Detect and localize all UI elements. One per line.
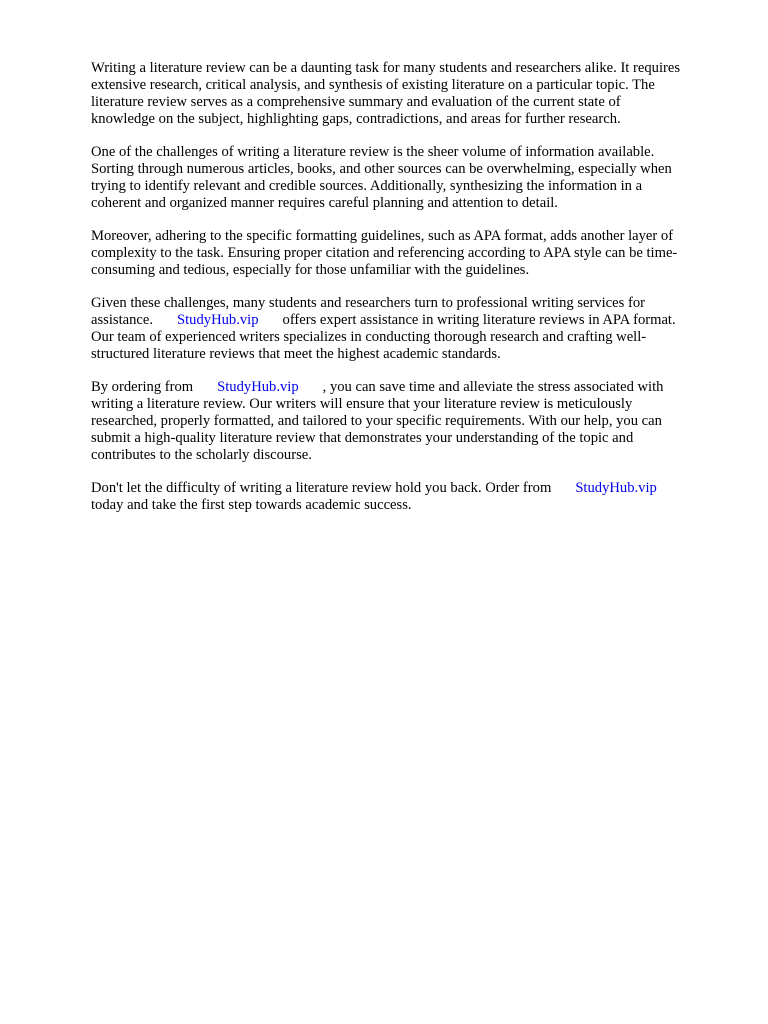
paragraph-ordering-text-after: , you can save time and alleviate the stress associated with writing a literature review. Our writers will ensure that your literature review is meticulously researched, properly formatted, and tailored to your specific requirements. With our help, you can submit a high-quality literature review that demonstrates your understanding of the topic and contributes to the scholarly discourse. [91, 379, 664, 463]
paragraph-intro: Writing a literature review can be a daunting task for many students and researchers alike. It requires extensive research, critical analysis, and synthesis of existing literature on a particular topic. The literature review serves as a comprehensive summary and evaluation of the current state of knowledge on the subject, highlighting gaps, contradictions, and areas for further research. [91, 60, 681, 127]
paragraph-ordering-text-before: By ordering from [91, 379, 194, 395]
paragraph-services [91, 295, 731, 363]
document-body [91, 60, 731, 530]
paragraph-closing [91, 480, 731, 514]
studyhub-link[interactable]: StudyHub.vip [575, 480, 657, 496]
paragraph-challenges: One of the challenges of writing a literature review is the sheer volume of information available. Sorting through numerous articles, books, and other sources can be overwhelming, especially when trying to identify relevant and credible sources. Additionally, synthesizing the information in a coherent and organized manner requires careful planning and attention to detail. [91, 144, 672, 211]
paragraph-services-text-before: Given these challenges, many students and researchers turn to professional writing services for assistance. [91, 295, 645, 328]
paragraph-formatting: Moreover, adhering to the specific formatting guidelines, such as APA format, adds another layer of complexity to the task. Ensuring proper citation and referencing according to APA style can be time- consuming and tedious, especially for those unfamiliar with the guidelines. [91, 228, 678, 278]
paragraph-closing-text-after: today and take the first step towards academic success. [91, 497, 412, 513]
studyhub-link[interactable]: StudyHub.vip [177, 312, 259, 328]
paragraph-ordering [91, 379, 731, 464]
paragraph-services-text-after: offers expert assistance in writing literature reviews in APA format. Our team of experienced writers specializes in conducting thorough research and crafting well- structured literature reviews that meet the highest academic standards. [91, 312, 676, 362]
paragraph-closing-text-before: Don't let the difficulty of writing a literature review hold you back. Order from [91, 480, 552, 496]
studyhub-link[interactable]: StudyHub.vip [217, 379, 299, 395]
